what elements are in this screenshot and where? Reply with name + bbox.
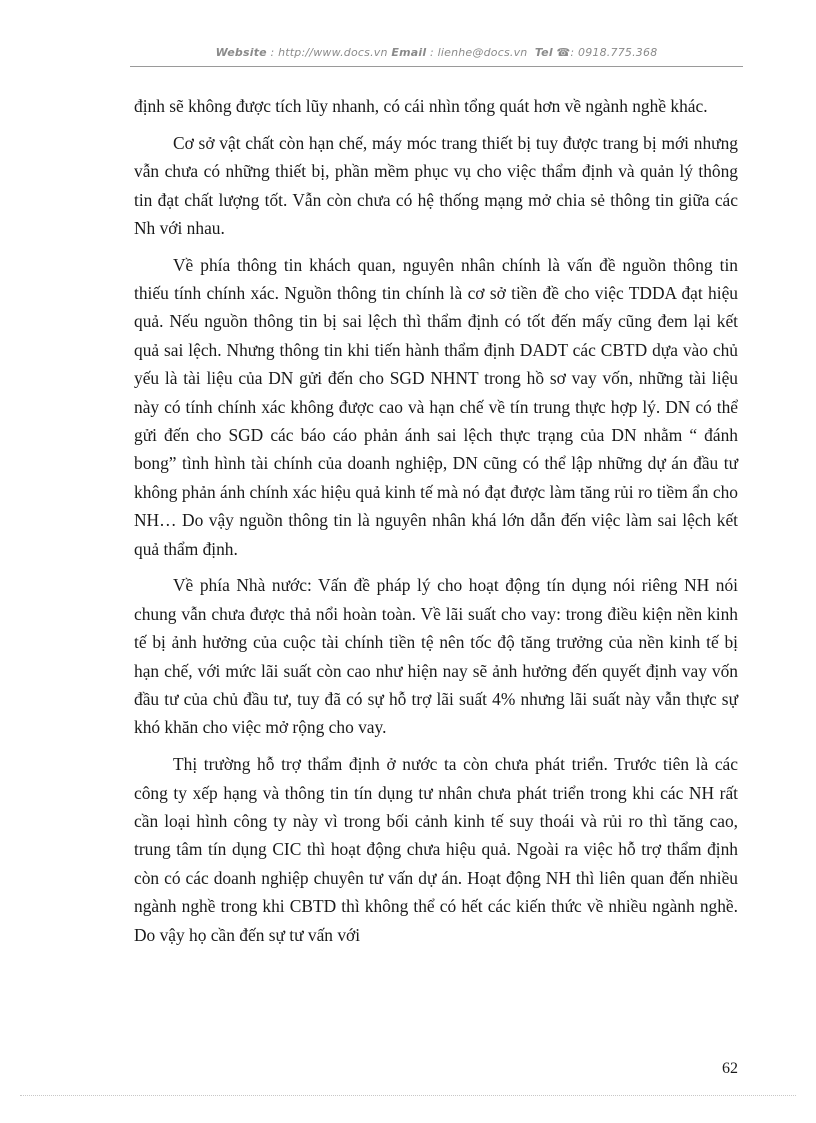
tel-label: Tel <box>534 46 553 59</box>
paragraph-facilities: Cơ sở vật chất còn hạn chế, máy móc trang thiết bị tuy được trang bị mới nhưng vẫn chưa có những thiết bị, phần mềm phục vụ cho việc thẩm định và quản lý thông tin đạt chất lượng tốt. Vẫn còn chưa có hệ thống mạng mở chia sẻ thông tin giữa các Nh với nhau. <box>134 132 738 238</box>
email-address[interactable]: : lienhe@docs.vn <box>426 46 532 59</box>
header-divider <box>130 66 743 67</box>
paragraph-state: Về phía Nhà nước: Vấn đề pháp lý cho hoạt động tín dụng nói riêng NH nói chung vẫn chưa được thả nổi hoàn toàn. Về lãi suất cho vay: trong điều kiện nền kinh tế bị ảnh hưởng của cuộc tài chính tiền tệ nên tốc độ tăng trưởng của nền kinh tế bị hạn chế, với mức lãi suất còn cao như hiện nay sẽ ảnh hưởng đến quyết định vay vốn đầu tư của chủ đầu tư, tuy đã có sự hỗ trợ lãi suất 4% nhưng lãi suất này vẫn thực sự khó khăn cho việc mở rộng cho vay. <box>134 575 738 738</box>
paragraph-continuation: định sẽ không được tích lũy nhanh, có cái nhìn tổng quát hơn về ngành nghề khác. <box>134 96 708 116</box>
phone-icon: ☎ <box>556 46 571 59</box>
document-body <box>134 92 738 957</box>
paragraph-market: Thị trường hỗ trợ thẩm định ở nước ta còn chưa phát triển. Trước tiên là các công ty xếp hạng và thông tin tín dụng tư nhân chưa phát triển trong khi các NH rất cần loại hình công ty này vì trong bối cảnh kinh tế suy thoái và rủi ro thì tăng cao, trung tâm tín dụng CIC thì hoạt động chưa hiệu quả. Ngoài ra việc hỗ trợ thẩm định còn có các doanh nghiệp chuyên tư vấn dự án. Hoạt động NH thì liên quan đến nhiều ngành nghề trong khi CBTD thì không thể có hết các kiến thức về nhiều ngành nghề. Do vậy họ cần đến sự tư vấn với <box>134 754 738 945</box>
page-number: 62 <box>722 1060 738 1077</box>
page-header <box>130 46 743 59</box>
website-url[interactable]: : http://www.docs.vn <box>266 46 392 59</box>
footer-divider <box>20 1095 796 1096</box>
paragraph-information: Về phía thông tin khách quan, nguyên nhân chính là vấn đề nguồn thông tin thiếu tính chính xác. Nguồn thông tin chính là cơ sở tiền đề cho việc TDDA đạt hiệu quả. Nếu nguồn thông tin bị sai lệch thì thẩm định có tốt đến mấy cũng đem lại kết quả sai lệch. Nhưng thông tin khi tiến hành thẩm định DADT các CBTD dựa vào chủ yếu là tài liệu của DN gửi đến cho SGD NHNT trong hồ sơ vay vốn, những tài liệu này có tính chính xác không được cao và hạn chế về tín trung thực hợp lý. DN có thể gửi đến cho SGD các báo cáo phản ánh sai lệch thực trạng của DN nhằm “ đánh bong” tình hình tài chính của doanh nghiệp, DN cũng có thể lập những dự án đầu tư không phản ánh chính xác hiệu quả kinh tế mà nó đạt được làm tăng rủi ro tiềm ẩn cho NH… Do vậy nguồn thông tin là nguyên nhân khá lớn dẫn đến việc làm sai lệch kết quả thẩm định. <box>134 254 738 559</box>
email-label: Email <box>391 46 427 59</box>
website-label: Website <box>215 46 267 59</box>
tel-number: : 0918.775.368 <box>570 46 658 59</box>
